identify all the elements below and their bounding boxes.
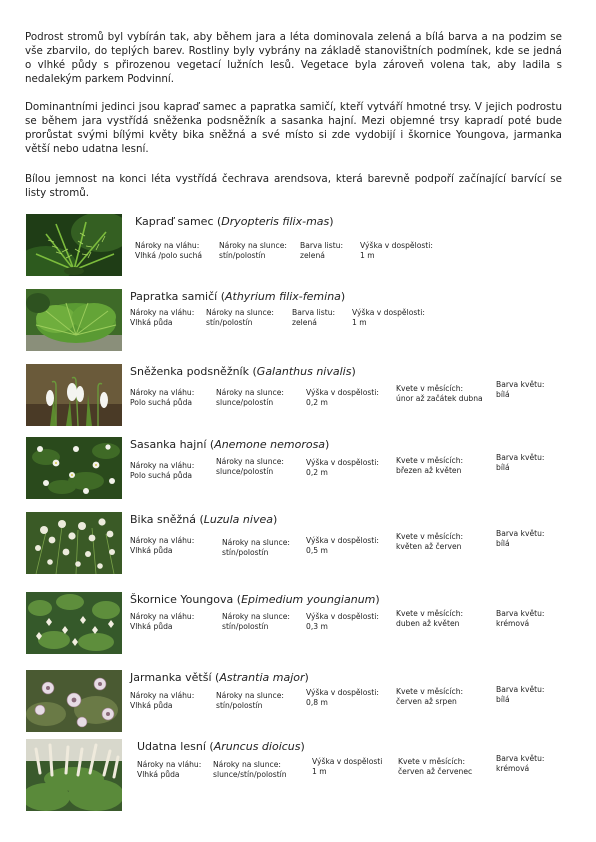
attr-value: zelená <box>300 251 325 260</box>
attr-value: Vlhká půda <box>130 546 173 555</box>
moisture-attr <box>135 241 202 261</box>
plant-entry <box>26 437 566 501</box>
sun-attr <box>206 308 274 328</box>
attr-value: Vlhká /polo suchá <box>135 251 203 260</box>
epimedium-photo <box>26 592 122 654</box>
attr-value: stín/polostín <box>216 701 263 710</box>
attr-label: Barva květu: <box>496 529 545 538</box>
intro-text-2 <box>25 100 562 156</box>
attr-value: stín/polostín <box>206 318 253 327</box>
plant-latin-name: Dryopteris filix-mas <box>221 215 330 228</box>
attr-value: bílá <box>496 390 510 399</box>
sun-attr <box>222 612 290 632</box>
attr-value: Polo suchá půda <box>130 471 193 480</box>
attr-value: duben až květen <box>396 619 460 628</box>
plant-common-name: Sasanka hajní <box>130 438 207 451</box>
leaf-color-attr <box>292 308 335 328</box>
attr-value: květen až červen <box>396 542 462 551</box>
plant-entry <box>26 214 566 278</box>
plant-entry <box>26 289 566 353</box>
plant-entry <box>26 592 566 656</box>
attr-label: Nároky na slunce: <box>206 308 274 317</box>
plant-entry <box>26 364 566 428</box>
attr-value: 1 m <box>352 318 367 327</box>
sun-attr <box>216 388 284 408</box>
attr-label: Barva květu: <box>496 453 545 462</box>
attr-value: 0,2 m <box>306 468 328 477</box>
plant-name: Papratka samičí (Athyrium filix-femina) <box>130 290 346 303</box>
attr-label: Nároky na vláhu: <box>130 388 195 397</box>
plant-common-name: Bika sněžná <box>130 513 196 526</box>
attr-value: 0,5 m <box>306 546 328 555</box>
attr-label: Výška v dospělosti: <box>306 388 379 397</box>
plant-common-name: Kapraď samec <box>135 215 214 228</box>
attr-label: Kvete v měsících: <box>396 532 464 541</box>
plant-name: Jarmanka větší (Astrantia major) <box>130 671 309 684</box>
bloom-attr <box>396 384 483 404</box>
flower-color-attr <box>496 685 544 705</box>
fern-photo <box>26 214 122 276</box>
height-attr <box>360 241 433 261</box>
attr-value: únor až začátek dubna <box>396 394 483 403</box>
sun-attr <box>216 691 284 711</box>
height-attr <box>352 308 425 328</box>
bloom-attr <box>398 757 472 777</box>
height-attr <box>312 757 382 777</box>
moisture-attr <box>130 388 194 408</box>
attr-label: Výška v dospělosti: <box>352 308 425 317</box>
attr-label: Kvete v měsících: <box>396 384 464 393</box>
attr-label: Barva květu: <box>496 609 545 618</box>
attr-label: Nároky na vláhu: <box>130 612 195 621</box>
attr-value: stín/polostín <box>222 622 269 631</box>
attr-value: slunce/polostín <box>216 398 274 407</box>
plant-name: Udatna lesní (Aruncus dioicus) <box>137 740 305 753</box>
snowdrop-photo <box>26 364 122 426</box>
flower-color-attr <box>496 609 544 629</box>
attr-label: Výška v dospělosti: <box>306 458 379 467</box>
intro-paragraph-3: Bílou jemnost na konci léta vystřídá čechrava arendsova, která barevně podpoří začínající barvící se listy stromů. <box>25 173 562 199</box>
attr-label: Nároky na slunce: <box>216 457 284 466</box>
attr-value: Vlhká půda <box>130 622 173 631</box>
attr-value: bílá <box>496 539 510 548</box>
plant-name: Sasanka hajní (Anemone nemorosa) <box>130 438 330 451</box>
intro-text <box>25 30 562 86</box>
moisture-attr <box>130 536 194 556</box>
attr-value: stín/polostín <box>219 251 266 260</box>
attr-label: Výška v dospělosti: <box>360 241 433 250</box>
attr-value: zelená <box>292 318 317 327</box>
intro-paragraph-2: Dominantními jedinci jsou kapraď samec a papratka samičí, kteří vytváří hmotné trsy. V jejich podrostu se během jara vystřídá sněženka podsněžník a sasanka hajní. Mezi objemné trsy kapradí poté bude prorůstat svými bílými květy bika sněžná a své místo si zde vydobijí i škornice Youngova, jarmanka větší nebo udatna lesní. <box>25 101 562 155</box>
bloom-attr <box>396 687 463 707</box>
plant-latin-name: Athyrium filix-femina <box>225 290 341 303</box>
attr-value: 0,8 m <box>306 698 328 707</box>
attr-label: Barva květu: <box>496 380 545 389</box>
plant-common-name: Sněženka podsněžník <box>130 365 249 378</box>
aruncus-photo <box>26 739 122 811</box>
attr-value: krémová <box>496 619 530 628</box>
plant-name: Škornice Youngova (Epimedium youngianum) <box>130 593 380 606</box>
plant-common-name: Škornice Youngova <box>130 593 234 606</box>
bloom-attr <box>396 456 463 476</box>
plant-name: Sněženka podsněžník (Galanthus nivalis) <box>130 365 356 378</box>
attr-label: Kvete v měsících: <box>396 609 464 618</box>
sun-attr <box>222 538 290 558</box>
plant-name: Kapraď samec (Dryopteris filix-mas) <box>135 215 334 228</box>
astrantia-photo <box>26 670 122 732</box>
flower-color-attr <box>496 380 544 400</box>
moisture-attr <box>137 760 201 780</box>
attr-value: krémová <box>496 764 530 773</box>
attr-label: Barva listu: <box>300 241 344 250</box>
moisture-attr <box>130 691 194 711</box>
attr-label: Nároky na vláhu: <box>135 241 200 250</box>
plant-latin-name: Anemone nemorosa <box>214 438 326 451</box>
flower-color-attr <box>496 529 544 549</box>
moisture-attr <box>130 308 194 328</box>
attr-label: Nároky na slunce: <box>216 388 284 397</box>
sun-attr <box>216 457 284 477</box>
plant-latin-name: Epimedium youngianum <box>241 593 376 606</box>
height-attr <box>306 536 379 556</box>
attr-label: Nároky na slunce: <box>213 760 281 769</box>
attr-value: slunce/polostín <box>216 467 274 476</box>
attr-value: bílá <box>496 695 510 704</box>
intro-text-3 <box>25 172 562 200</box>
attr-label: Kvete v měsících: <box>398 757 466 766</box>
plant-entry <box>26 739 566 811</box>
fern-clump-photo <box>26 289 122 351</box>
attr-label: Výška v dospělosti: <box>306 612 379 621</box>
attr-value: Polo suchá půda <box>130 398 193 407</box>
attr-label: Nároky na vláhu: <box>130 308 195 317</box>
luzula-photo <box>26 512 122 574</box>
height-attr <box>306 688 379 708</box>
attr-label: Nároky na slunce: <box>216 691 284 700</box>
attr-label: Nároky na slunce: <box>222 538 290 547</box>
bloom-attr <box>396 532 463 552</box>
attr-label: Výška v dospělosti: <box>306 536 379 545</box>
plant-common-name: Udatna lesní <box>137 740 206 753</box>
attr-value: červen až srpen <box>396 697 457 706</box>
plant-name: Bika sněžná (Luzula nivea) <box>130 513 278 526</box>
attr-value: březen až květen <box>396 466 462 475</box>
attr-label: Barva květu: <box>496 754 545 763</box>
leaf-color-attr <box>300 241 343 261</box>
plant-entry <box>26 512 566 576</box>
height-attr <box>306 612 379 632</box>
intro-paragraph-1: Podrost stromů byl vybírán tak, aby během jara a léta dominovala zelená a bílá barva a na podzim se vše zbarvilo, do teplých barev. Rostliny byly vybrány na základě stanovištních podmínek, kde se jedná o vlhké půdy s přirozenou vegetací lužních lesů. Vegetace byla zároveň volena tak, aby ladila s nedalekým parkem Podvinní. <box>25 31 562 85</box>
attr-value: bílá <box>496 463 510 472</box>
attr-value: Vlhká půda <box>130 318 173 327</box>
attr-label: Nároky na vláhu: <box>130 691 195 700</box>
moisture-attr <box>130 461 194 481</box>
anemone-photo <box>26 437 122 499</box>
attr-value: 0,2 m <box>306 398 328 407</box>
attr-label: Výška v dospělosti <box>312 757 383 766</box>
plant-latin-name: Galanthus nivalis <box>256 365 352 378</box>
attr-value: Vlhká půda <box>137 770 180 779</box>
plant-common-name: Papratka samičí <box>130 290 218 303</box>
attr-label: Barva listu: <box>292 308 336 317</box>
attr-label: Kvete v měsících: <box>396 687 464 696</box>
sun-attr <box>213 760 287 780</box>
attr-value: Vlhká půda <box>130 701 173 710</box>
attr-label: Nároky na vláhu: <box>130 536 195 545</box>
plant-common-name: Jarmanka větší <box>130 671 212 684</box>
height-attr <box>306 458 379 478</box>
moisture-attr <box>130 612 194 632</box>
attr-value: slunce/stín/polostín <box>213 770 287 779</box>
flower-color-attr <box>496 754 544 774</box>
attr-value: červen až červenec <box>398 767 473 776</box>
attr-label: Nároky na vláhu: <box>137 760 202 769</box>
attr-label: Nároky na slunce: <box>222 612 290 621</box>
attr-label: Kvete v měsících: <box>396 456 464 465</box>
attr-label: Výška v dospělosti: <box>306 688 379 697</box>
attr-value: 1 m <box>312 767 327 776</box>
plant-entry <box>26 670 566 734</box>
sun-attr <box>219 241 287 261</box>
plant-latin-name: Luzula nivea <box>203 513 273 526</box>
height-attr <box>306 388 379 408</box>
bloom-attr <box>396 609 463 629</box>
attr-value: 0,3 m <box>306 622 328 631</box>
attr-label: Nároky na vláhu: <box>130 461 195 470</box>
plant-latin-name: Astrantia major <box>219 671 305 684</box>
attr-value: stín/polostín <box>222 548 269 557</box>
attr-label: Barva květu: <box>496 685 545 694</box>
attr-value: 1 m <box>360 251 375 260</box>
attr-label: Nároky na slunce: <box>219 241 287 250</box>
plant-latin-name: Aruncus dioicus <box>213 740 301 753</box>
flower-color-attr <box>496 453 544 473</box>
